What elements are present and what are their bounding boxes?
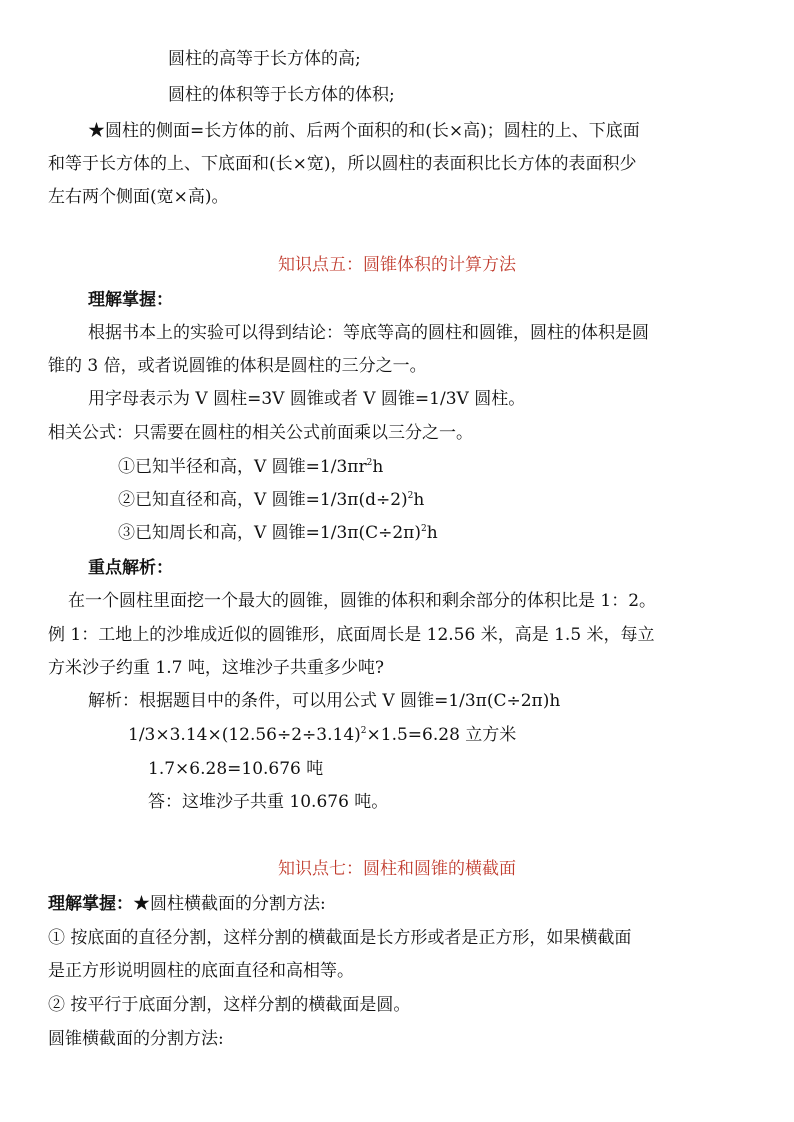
cylinder-height-line: 圆柱的高等于长方体的高; [168, 49, 361, 69]
formula-diameter: ②已知直径和高，V 圆锥$=1/3\pi(d\div 2)^2h$ [118, 490, 425, 510]
section7-understand: 理解掌握：★圆柱横截面的分割方法: [48, 894, 326, 914]
cylinder-volume-line: 圆柱的体积等于长方体的体积; [168, 85, 395, 105]
example1-answer: 答：这堆沙子共重 10.676 吨。 [148, 792, 389, 812]
formula-circumference: ③已知周长和高，V 圆锥$=1/3\pi(C\div 2\pi)^2h$ [118, 523, 438, 543]
example1-line1: 例 1：工地上的沙堆成近似的圆锥形，底面周长是 12.56 米，高是 1.5 米，每立 [48, 625, 655, 645]
section5-related-formula: 相关公式：只需要在圆柱的相关公式前面乘以三分之一。 [48, 423, 473, 443]
section5-letter-formula: 用字母表示为 V 圆柱=3V 圆锥或者 V 圆锥=1/3V 圆柱。 [88, 389, 526, 409]
example1-calc2: 1.7×6.28=10.676 吨 [148, 759, 324, 779]
section7-item2: ② 按平行于底面分割，这样分割的横截面是圆。 [48, 995, 411, 1015]
section5-title: 知识点五：圆锥体积的计算方法 [278, 255, 516, 275]
section7-title: 知识点七：圆柱和圆锥的横截面 [278, 859, 516, 879]
example1-line2: 方米沙子约重 1.7 吨，这堆沙子共重多少吨? [48, 658, 384, 678]
section5-understand-label: 理解掌握： [88, 290, 173, 310]
cylinder-side-line-1: ★圆柱的侧面=长方体的前、后两个面积的和(长×高)；圆柱的上、下底面 [88, 121, 640, 141]
example1-calc1: $1/3\times 3.14\times(12.56\div 2\div 3.14)^2\times 1.5=6.28$ 立方米 [128, 725, 517, 745]
section5-para1-line2: 锥的 3 倍，或者说圆锥的体积是圆柱的三分之一。 [48, 356, 427, 376]
section5-key-point: 在一个圆柱里面挖一个最大的圆锥，圆锥的体积和剩余部分的体积比是 1：2。 [68, 591, 657, 611]
cylinder-side-line-2: 和等于长方体的上、下底面和(长×宽)，所以圆柱的表面积比长方体的表面积少 [48, 154, 637, 174]
formula-radius: ①已知半径和高，V 圆锥$=1/3\pi r^2h$ [118, 457, 384, 477]
section5-key-label: 重点解析： [88, 558, 173, 578]
section7-item1-line1: ① 按底面的直径分割，这样分割的横截面是长方形或者是正方形，如果横截面 [48, 928, 632, 948]
section7-cone-method: 圆锥横截面的分割方法: [48, 1029, 224, 1049]
cylinder-side-line-3: 左右两个侧面(宽×高)。 [48, 187, 229, 207]
section5-para1-line1: 根据书本上的实验可以得到结论：等底等高的圆柱和圆锥，圆柱的体积是圆 [88, 323, 649, 343]
section7-item1-line2: 是正方形说明圆柱的底面直径和高相等。 [48, 961, 354, 981]
example1-solution: 解析：根据题目中的条件，可以用公式 V 圆锥=1/3π(C÷2π)h [88, 691, 561, 711]
